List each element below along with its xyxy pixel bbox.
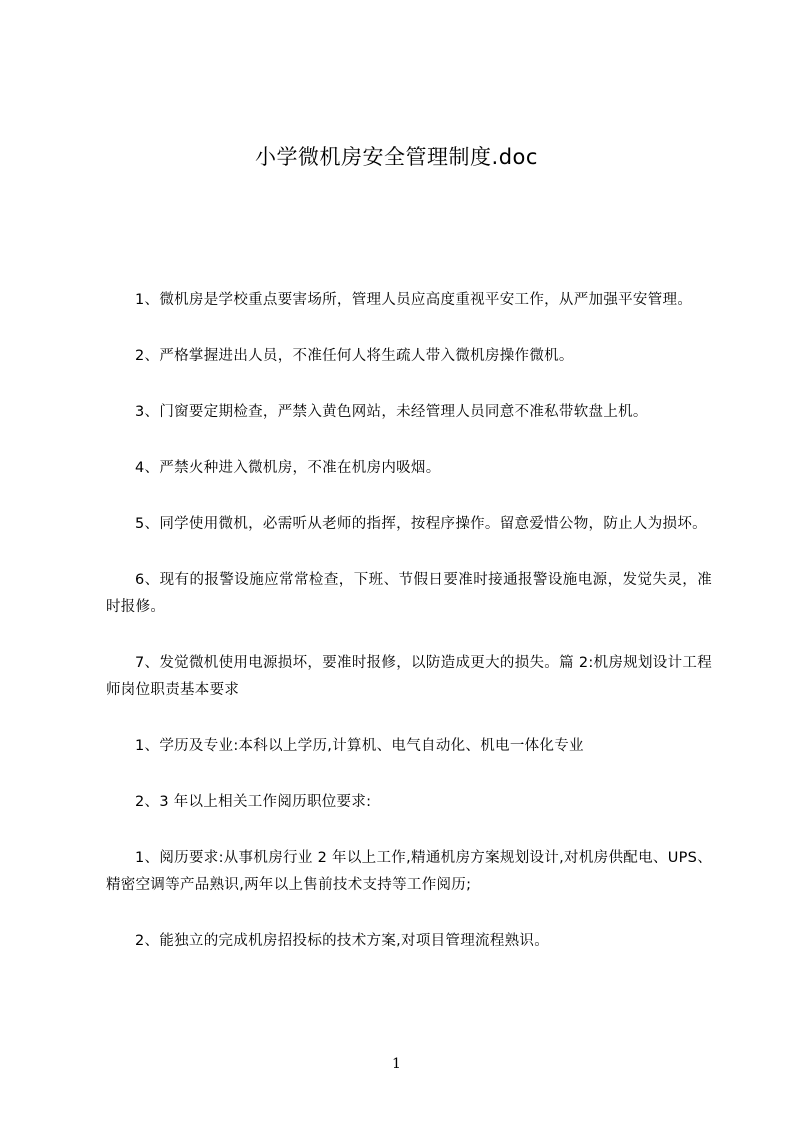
paragraph-9: 2、3 年以上相关工作阅历职位要求: (135, 794, 372, 810)
paragraph-11: 2、能独立的完成机房招投标的技术方案,对项目管理流程熟识。 (135, 933, 550, 949)
paragraph-2: 2、严格掌握进出人员，不准任何人将生疏人带入微机房操作微机。 (135, 348, 574, 364)
paragraph-7: 7、发觉微机使用电源损坏，要准时报修，以防造成更大的损失。篇 2:机房规划设计工程师岗位职责基本要求 (106, 655, 712, 698)
page-number: 1 (392, 1056, 401, 1072)
document-title: 小学微机房安全管理制度.doc (255, 145, 538, 169)
paragraph-3: 3、门窗要定期检查，严禁入黄色网站，未经管理人员同意不准私带软盘上机。 (135, 404, 648, 420)
paragraph-6: 6、现有的报警设施应常常检查，下班、节假日要准时接通报警设施电源，发觉失灵，准时报修。 (106, 572, 712, 615)
document-body (106, 287, 712, 984)
paragraph-5: 5、同学使用微机，必需听从老师的指挥，按程序操作。留意爱惜公物，防止人为损坏。 (135, 516, 707, 532)
paragraph-10: 1、阅历要求:从事机房行业 2 年以上工作,精通机房方案规划设计,对机房供配电、UPS、精密空调等产品熟识,两年以上售前技术支持等工作阅历; (106, 850, 712, 893)
paragraph-4: 4、严禁火种进入微机房，不准在机房内吸烟。 (135, 460, 441, 476)
paragraph-8: 1、学历及专业:本科以上学历,计算机、电气自动化、机电一体化专业 (135, 738, 584, 754)
paragraph-1: 1、微机房是学校重点要害场所，管理人员应高度重视平安工作，从严加强平安管理。 (135, 292, 693, 308)
